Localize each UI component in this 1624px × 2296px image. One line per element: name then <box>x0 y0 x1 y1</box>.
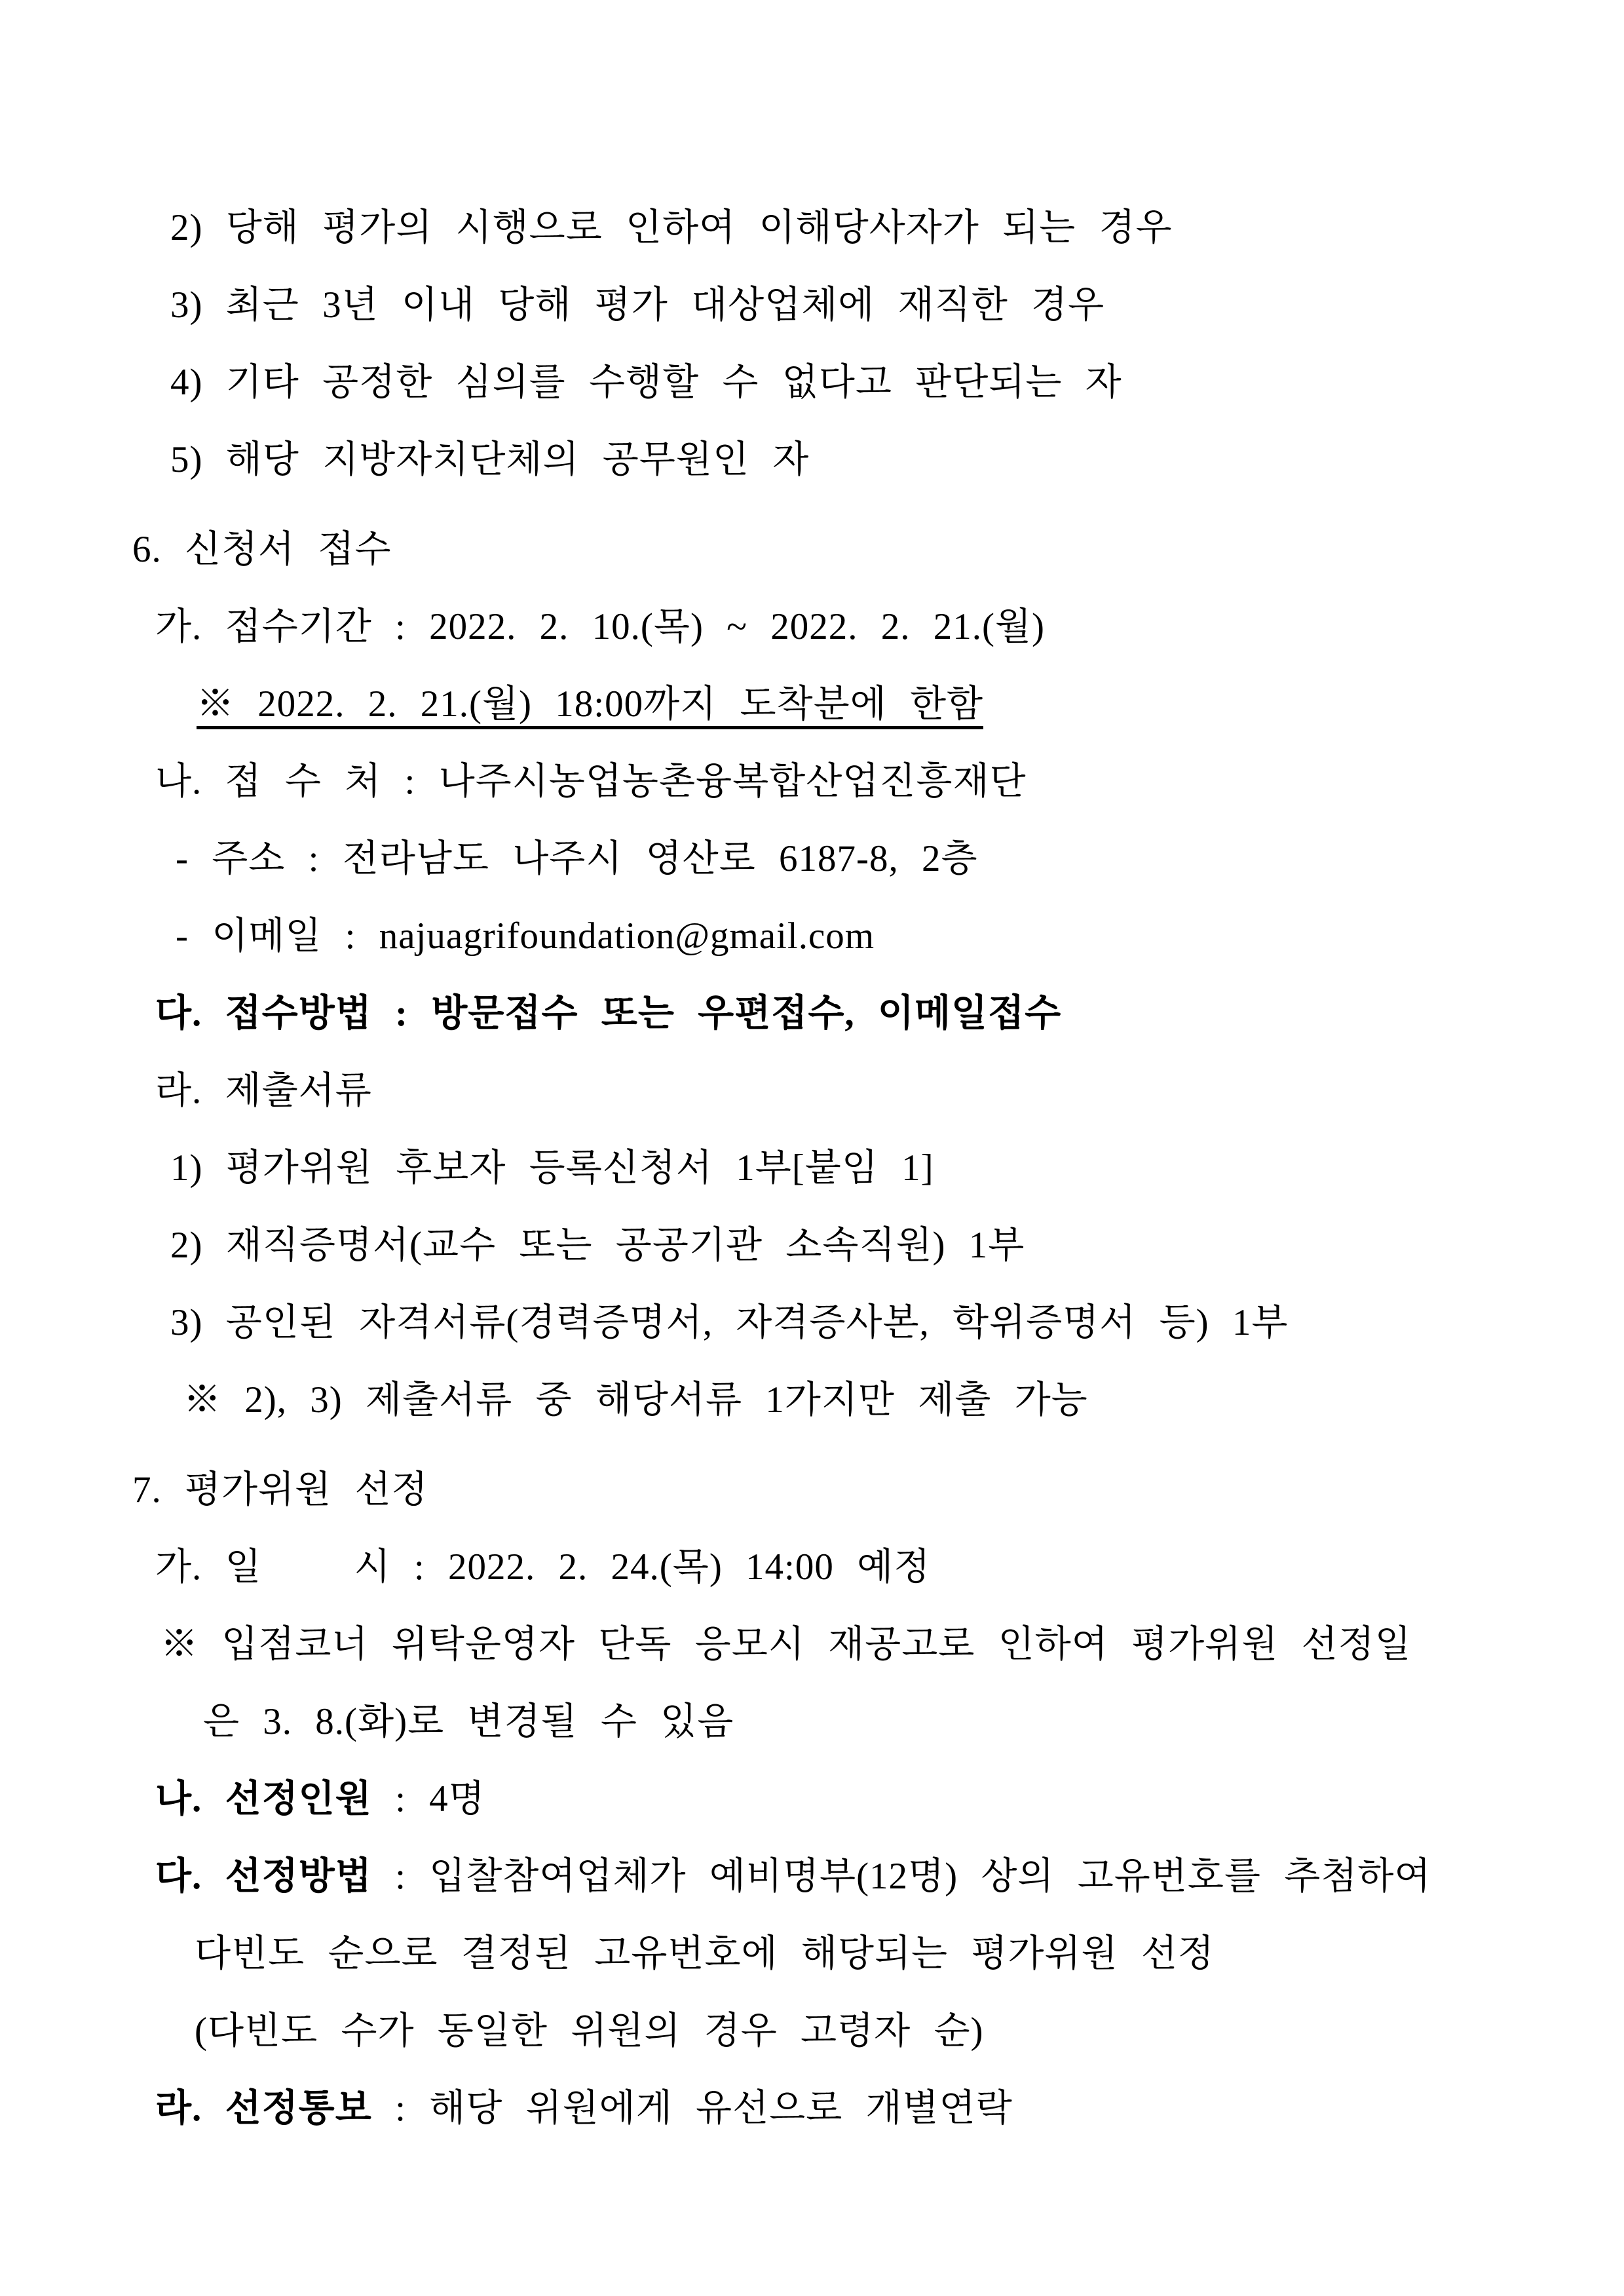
item-5-public-official <box>0 421 1624 499</box>
line-text: 가. 일 시 : 2022. 2. 24.(목) 14:00 예정 <box>155 1546 931 1588</box>
section-6-heading <box>0 511 1624 588</box>
note-deadline-underlined <box>0 666 1624 743</box>
line-text: 5) 해당 지방자치단체의 공무원인 자 <box>170 439 810 480</box>
line-selection-datetime <box>0 1529 1624 1606</box>
section-7-heading <box>0 1451 1624 1529</box>
line-documents-heading <box>0 1052 1624 1130</box>
line-selection-method-continuation <box>0 1915 1624 1993</box>
line-selection-notice <box>0 2070 1624 2147</box>
line-bold-text: 라. 선정통보 <box>155 2088 372 2129</box>
line-selection-method-tiebreak <box>0 1993 1624 2070</box>
line-text: : 입찰참여업체가 예비명부(12명) 상의 고유번호를 추첨하여 <box>371 1856 1431 1897</box>
line-receipt-place <box>0 743 1624 820</box>
line-text: 가. 접수기간 : 2022. 2. 10.(목) ~ 2022. 2. 21.(월) <box>155 606 1046 647</box>
line-address <box>0 820 1624 898</box>
line-selection-method <box>0 1838 1624 1915</box>
note-reannouncement-continuation <box>0 1683 1624 1761</box>
line-bold-text: 나. 선정인원 <box>155 1778 372 1820</box>
line-text: - 이메일 : najuagrifoundation@gmail.com <box>176 915 875 957</box>
item-2-interest-party <box>0 189 1624 267</box>
line-text: ※ 2022. 2. 21.(월) 18:00까지 도착분에 한함 <box>197 683 983 729</box>
line-text: ※ 입점코너 위탁운영자 단독 응모시 재공고로 인하여 평가위원 선정일 <box>161 1624 1412 1665</box>
item-4-unfair-review <box>0 344 1624 421</box>
line-text: 6. 신청서 접수 <box>132 529 392 570</box>
line-text: 3) 최근 3년 이내 당해 평가 대상업체에 재직한 경우 <box>170 284 1105 326</box>
line-bold-text: 다. 접수방법 : 방문접수 또는 우편접수, 이메일접수 <box>155 993 1062 1034</box>
line-text: 4) 기타 공정한 심의를 수행할 수 없다고 판단되는 자 <box>170 362 1122 403</box>
line-text: 나. 접 수 처 : 나주시농업농촌융복합산업진흥재단 <box>155 761 1027 802</box>
line-text: - 주소 : 전라남도 나주시 영산로 6187-8, 2층 <box>176 838 978 879</box>
doc-item-2-employment-certificate <box>0 1207 1624 1284</box>
line-text: 7. 평가위원 선정 <box>132 1469 428 1510</box>
line-bold-text: 다. 선정방법 <box>155 1856 372 1897</box>
line-text: 3) 공인된 자격서류(경력증명서, 자격증사본, 학위증명서 등) 1부 <box>170 1302 1289 1343</box>
line-text: 2) 당해 평가의 시행으로 인하여 이해당사자가 되는 경우 <box>170 207 1173 248</box>
line-text: 은 3. 8.(화)로 변경될 수 있음 <box>203 1701 734 1742</box>
line-text: 2) 재직증명서(교수 또는 공공기관 소속직원) 1부 <box>170 1225 1025 1266</box>
line-text: (다빈도 수가 동일한 위원의 경우 고령자 순) <box>195 2010 984 2052</box>
line-selection-count <box>0 1761 1624 1838</box>
line-text: ※ 2), 3) 제출서류 중 해당서류 1가지만 제출 가능 <box>183 1379 1088 1421</box>
line-text: : 해당 위원에게 유선으로 개별연락 <box>371 2088 1013 2129</box>
item-3-employment-history <box>0 267 1624 344</box>
doc-item-1-application-form <box>0 1130 1624 1207</box>
doc-item-3-qualification-documents <box>0 1284 1624 1362</box>
line-text: 다빈도 순으로 결정된 고유번호에 해당되는 평가위원 선정 <box>195 1933 1215 1974</box>
note-reannouncement <box>0 1606 1624 1683</box>
line-text: : 4명 <box>371 1778 485 1820</box>
line-text: 1) 평가위원 후보자 등록신청서 1부[붙임 1] <box>170 1147 934 1189</box>
line-email <box>0 898 1624 975</box>
line-text: 라. 제출서류 <box>155 1070 372 1111</box>
line-receipt-method <box>0 975 1624 1052</box>
note-doc-submission <box>0 1362 1624 1439</box>
line-receipt-period <box>0 588 1624 666</box>
